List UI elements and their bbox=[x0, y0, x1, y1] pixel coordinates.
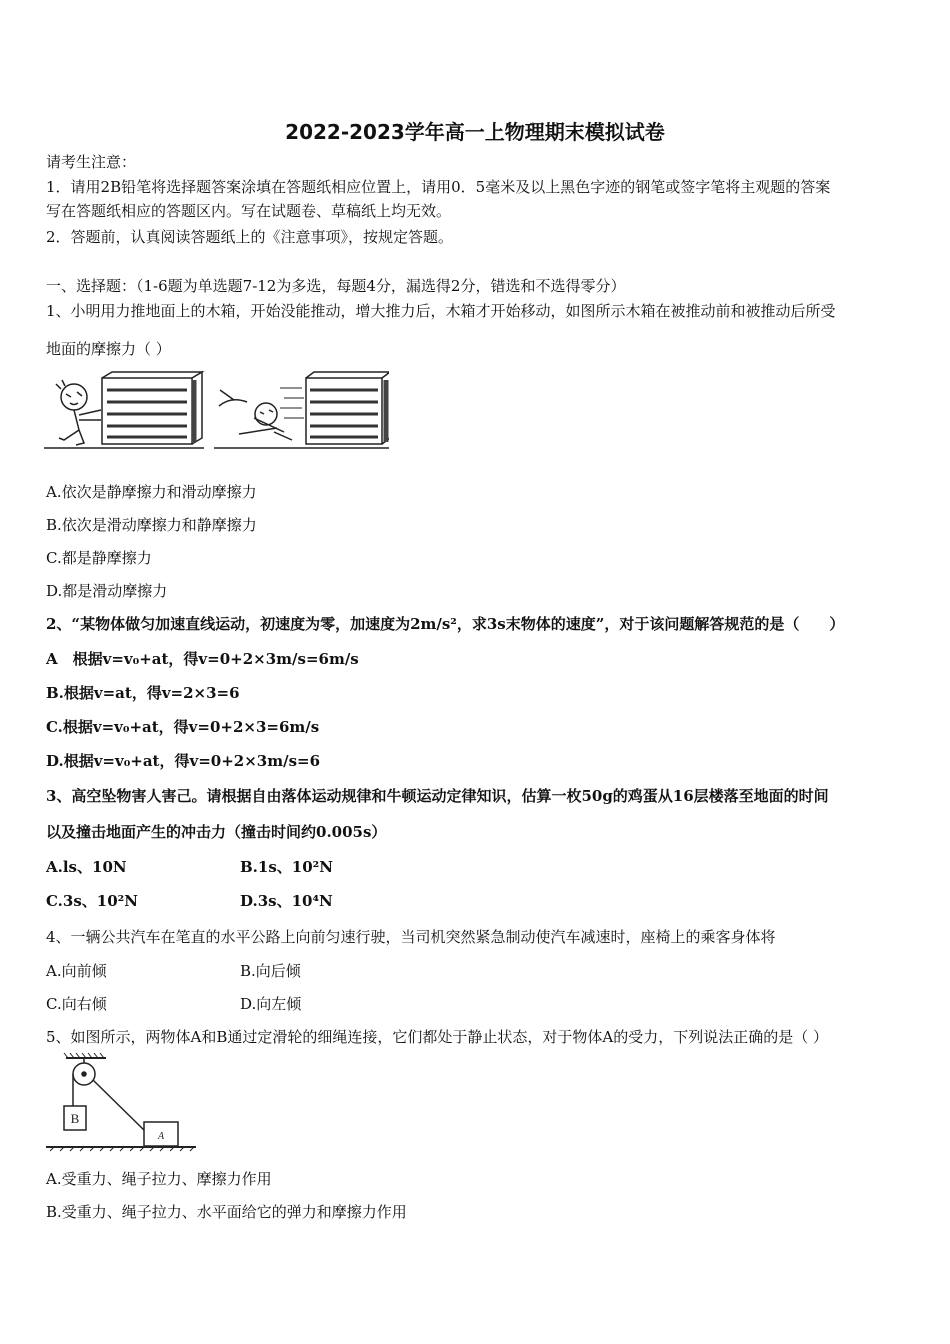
q3-option-d: D.3s、10⁴N bbox=[240, 892, 333, 910]
q1-figure-pushing-box bbox=[44, 370, 389, 452]
notice-item-1-line-2: 写在答题纸相应的答题区内。写在试题卷、草稿纸上均无效。 bbox=[46, 202, 452, 220]
notice-heading: 请考生注意： bbox=[46, 153, 137, 171]
q1-option-d: D.都是滑动摩擦力 bbox=[46, 582, 168, 600]
q2-option-d: D.根据v=v₀+at，得v=0+2×3m/s=6 bbox=[46, 752, 321, 770]
notice-item-2: 2．答题前，认真阅读答题纸上的《注意事项》，按规定答题。 bbox=[46, 228, 454, 246]
q2-option-a: A 根据v=v₀+at，得v=0+2×3m/s=6m/s bbox=[46, 650, 359, 668]
q4-option-c: C.向右倾 bbox=[46, 995, 107, 1013]
q4-stem: 4、一辆公共汽车在笔直的水平公路上向前匀速行驶，当司机突然紧急制动使汽车减速时，座椅上的乘客身体将 bbox=[46, 928, 776, 946]
block-a-label: A bbox=[157, 1131, 165, 1142]
section-heading: 一、选择题：（1-6题为单选题7-12为多选，每题4分，漏选得2分，错选和不选得零分） bbox=[46, 277, 626, 295]
q3-option-b: B.1s、10²N bbox=[240, 858, 333, 876]
page-title: 2022-2023学年高一上物理期末模拟试卷 bbox=[285, 120, 665, 144]
q1-option-a: A.依次是静摩擦力和滑动摩擦力 bbox=[46, 483, 257, 501]
q2-option-b: B.根据v=at，得v=2×3=6 bbox=[46, 684, 240, 702]
q4-option-a: A.向前倾 bbox=[46, 962, 107, 980]
q3-stem-line-1: 3、高空坠物害人害己。请根据自由落体运动规律和牛顿运动定律知识，估算一枚50g的鸡蛋从16层楼落至地面的时间 bbox=[46, 787, 829, 805]
q5-stem: 5、如图所示，两物体A和B通过定滑轮的细绳连接，它们都处于静止状态，对于物体A的受力，下列说法正确的是（ ） bbox=[46, 1028, 829, 1046]
q4-option-b: B.向后倾 bbox=[240, 962, 301, 980]
q4-option-d: D.向左倾 bbox=[240, 995, 302, 1013]
q1-stem-line-1: 1、小明用力推地面上的木箱，开始没能推动，增大推力后，木箱才开始移动，如图所示木箱在被推动前和被推动后所受 bbox=[46, 302, 836, 320]
notice-item-1-line-1: 1．请用2B铅笔将选择题答案涂填在答题纸相应位置上，请用0．5毫米及以上黑色字迹的钢笔或签字笔将主观题的答案 bbox=[46, 178, 831, 196]
q3-stem-line-2: 以及撞击地面产生的冲击力（撞击时间约0.005s） bbox=[46, 823, 387, 841]
q5-option-b: B.受重力、绳子拉力、水平面给它的弹力和摩擦力作用 bbox=[46, 1203, 407, 1221]
q3-option-a: A.ls、10N bbox=[46, 858, 127, 876]
q5-figure-pulley bbox=[44, 1052, 204, 1152]
q1-option-b: B.依次是滑动摩擦力和静摩擦力 bbox=[46, 516, 257, 534]
q3-option-c: C.3s、10²N bbox=[46, 892, 138, 910]
q2-option-c: C.根据v=v₀+at，得v=0+2×3=6m/s bbox=[46, 718, 320, 736]
q1-stem-line-2: 地面的摩擦力（ ） bbox=[46, 340, 171, 358]
q1-option-c: C.都是静摩擦力 bbox=[46, 549, 152, 567]
q2-stem: 2、“某物体做匀加速直线运动，初速度为零，加速度为2m/s²，求3s末物体的速度”，对于该问题解答规范的是（ ） bbox=[46, 615, 845, 633]
q5-option-a: A.受重力、绳子拉力、摩擦力作用 bbox=[46, 1170, 272, 1188]
block-b-label: B bbox=[70, 1111, 80, 1126]
